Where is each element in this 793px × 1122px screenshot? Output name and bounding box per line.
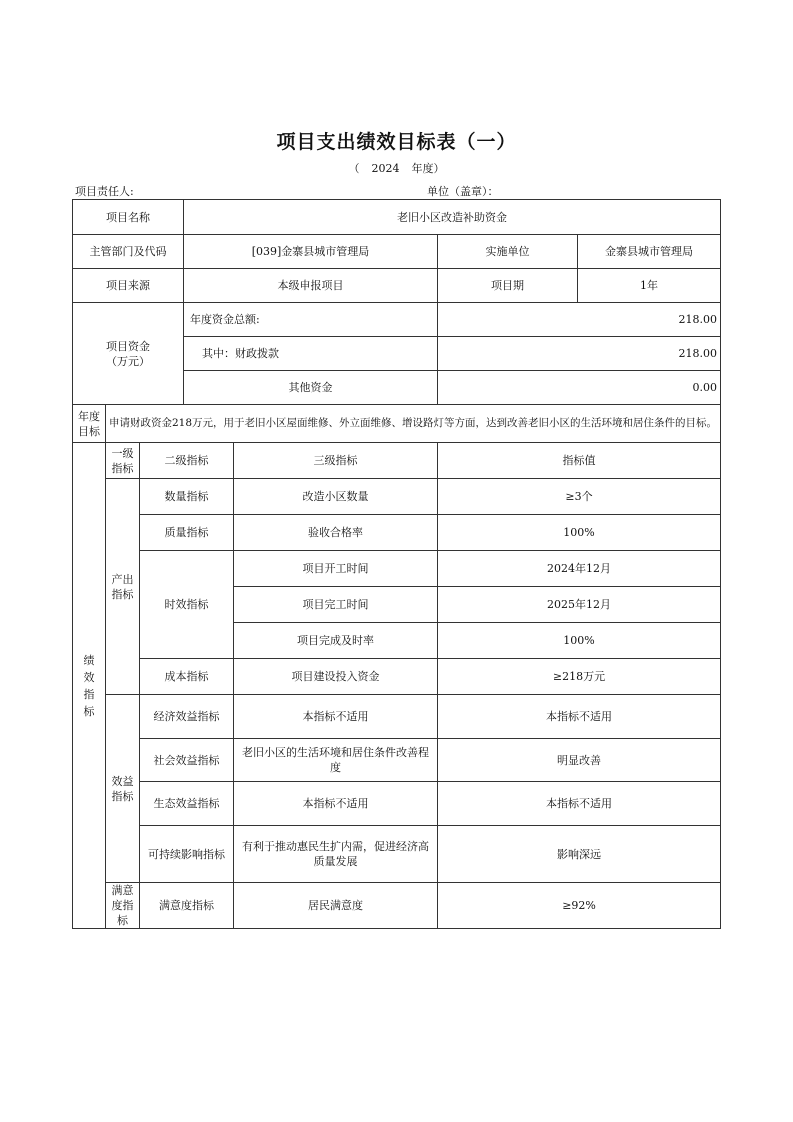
- ecological-level3: 本指标不适用: [234, 782, 438, 826]
- row-quality: [73, 515, 721, 551]
- economic-level3: 本指标不适用: [234, 695, 438, 739]
- period-label: 项目期: [438, 269, 578, 303]
- ecological-level2: 生态效益指标: [140, 782, 234, 826]
- unit-seal-label: 单位（盖章）：: [427, 185, 499, 198]
- quality-level3: 验收合格率: [234, 515, 438, 551]
- row-fund-total: [73, 303, 721, 337]
- cost-level2: 成本指标: [140, 659, 234, 695]
- timeliness-value-1: 2024年12月: [438, 551, 721, 587]
- cost-level3: 项目建设投入资金: [234, 659, 438, 695]
- quality-value: 100%: [438, 515, 721, 551]
- implementer-value: 金寨县城市管理局: [578, 235, 721, 269]
- row-satisfaction: [73, 883, 721, 929]
- annual-goal-text: 申请财政资金218万元，用于老旧小区屋面维修、外立面维修、增设路灯等方面，达到改善老旧小区的生活环境和居住条件的目标。: [106, 405, 721, 443]
- sustainable-value: 影响深远: [438, 826, 721, 883]
- performance-indicators-label: 绩效指标: [73, 443, 106, 929]
- funds-label: [73, 303, 184, 405]
- source-label: 项目来源: [73, 269, 184, 303]
- timeliness-level3-3: 项目完成及时率: [234, 623, 438, 659]
- row-source: [73, 269, 721, 303]
- sustainable-level3: 有利于推动惠民生扩内需，促进经济高质量发展: [234, 826, 438, 883]
- department-value: [039]金寨县城市管理局: [184, 235, 438, 269]
- timeliness-level3-1: 项目开工时间: [234, 551, 438, 587]
- social-level2: 社会效益指标: [140, 739, 234, 782]
- project-name-value: 老旧小区改造补助资金: [184, 200, 721, 235]
- satisfaction-level2: 满意度指标: [140, 883, 234, 929]
- social-level3: 老旧小区的生活环境和居住条件改善程度: [234, 739, 438, 782]
- row-sustainable: [73, 826, 721, 883]
- cost-value: ≥218万元: [438, 659, 721, 695]
- department-label: 主管部门及代码: [73, 235, 184, 269]
- header-level2: 二级指标: [140, 443, 234, 479]
- economic-value: 本指标不适用: [438, 695, 721, 739]
- annual-goal-label: 年度目标: [73, 405, 106, 443]
- header-level1: 一级指标: [106, 443, 140, 479]
- row-annual-goal: [73, 405, 721, 443]
- timeliness-value-3: 100%: [438, 623, 721, 659]
- funds-label-line2: （万元）: [106, 354, 150, 368]
- satisfaction-level3: 居民满意度: [234, 883, 438, 929]
- row-department: [73, 235, 721, 269]
- row-timeliness-1: [73, 551, 721, 587]
- year-value: 2024: [371, 162, 400, 175]
- row-cost: [73, 659, 721, 695]
- row-indicator-header: [73, 443, 721, 479]
- satisfaction-indicators-label: 满意度指标: [106, 883, 140, 929]
- ecological-value: 本指标不适用: [438, 782, 721, 826]
- source-value: 本级申报项目: [184, 269, 438, 303]
- social-value: 明显改善: [438, 739, 721, 782]
- quantity-level3: 改造小区数量: [234, 479, 438, 515]
- quantity-value: ≥3个: [438, 479, 721, 515]
- fund-fiscal-value: 218.00: [438, 337, 721, 371]
- year-suffix: 年度）: [411, 162, 445, 175]
- performance-target-table: [72, 199, 721, 929]
- output-indicators-label: 产出指标: [106, 479, 140, 695]
- timeliness-level3-2: 项目完工时间: [234, 587, 438, 623]
- project-name-label: 项目名称: [73, 200, 184, 235]
- fund-other-value: 0.00: [438, 371, 721, 405]
- economic-level2: 经济效益指标: [140, 695, 234, 739]
- row-ecological: [73, 782, 721, 826]
- row-economic: [73, 695, 721, 739]
- sustainable-level2: 可持续影响指标: [140, 826, 234, 883]
- benefit-indicators-label: 效益指标: [106, 695, 140, 883]
- quantity-level2: 数量指标: [140, 479, 234, 515]
- fund-total-label: 年度资金总额:: [184, 303, 438, 337]
- quality-level2: 质量指标: [140, 515, 234, 551]
- page-title: 项目支出绩效目标表（一）: [276, 131, 517, 153]
- timeliness-value-2: 2025年12月: [438, 587, 721, 623]
- row-project-name: [73, 200, 721, 235]
- year-open: （: [348, 162, 360, 175]
- funds-label-line1: 项目资金: [106, 339, 150, 353]
- satisfaction-value: ≥92%: [438, 883, 721, 929]
- header-value: 指标值: [438, 443, 721, 479]
- fiscal-year: [0, 160, 793, 176]
- row-quantity: [73, 479, 721, 515]
- responsible-person-label: 项目责任人:: [75, 185, 134, 198]
- implementer-label: 实施单位: [438, 235, 578, 269]
- fund-fiscal-label: 其中：财政拨款: [184, 337, 438, 371]
- row-social: [73, 739, 721, 782]
- period-value: 1年: [578, 269, 721, 303]
- header-level3: 三级指标: [234, 443, 438, 479]
- fund-other-label: 其他资金: [184, 371, 438, 405]
- fund-total-value: 218.00: [438, 303, 721, 337]
- timeliness-level2: 时效指标: [140, 551, 234, 659]
